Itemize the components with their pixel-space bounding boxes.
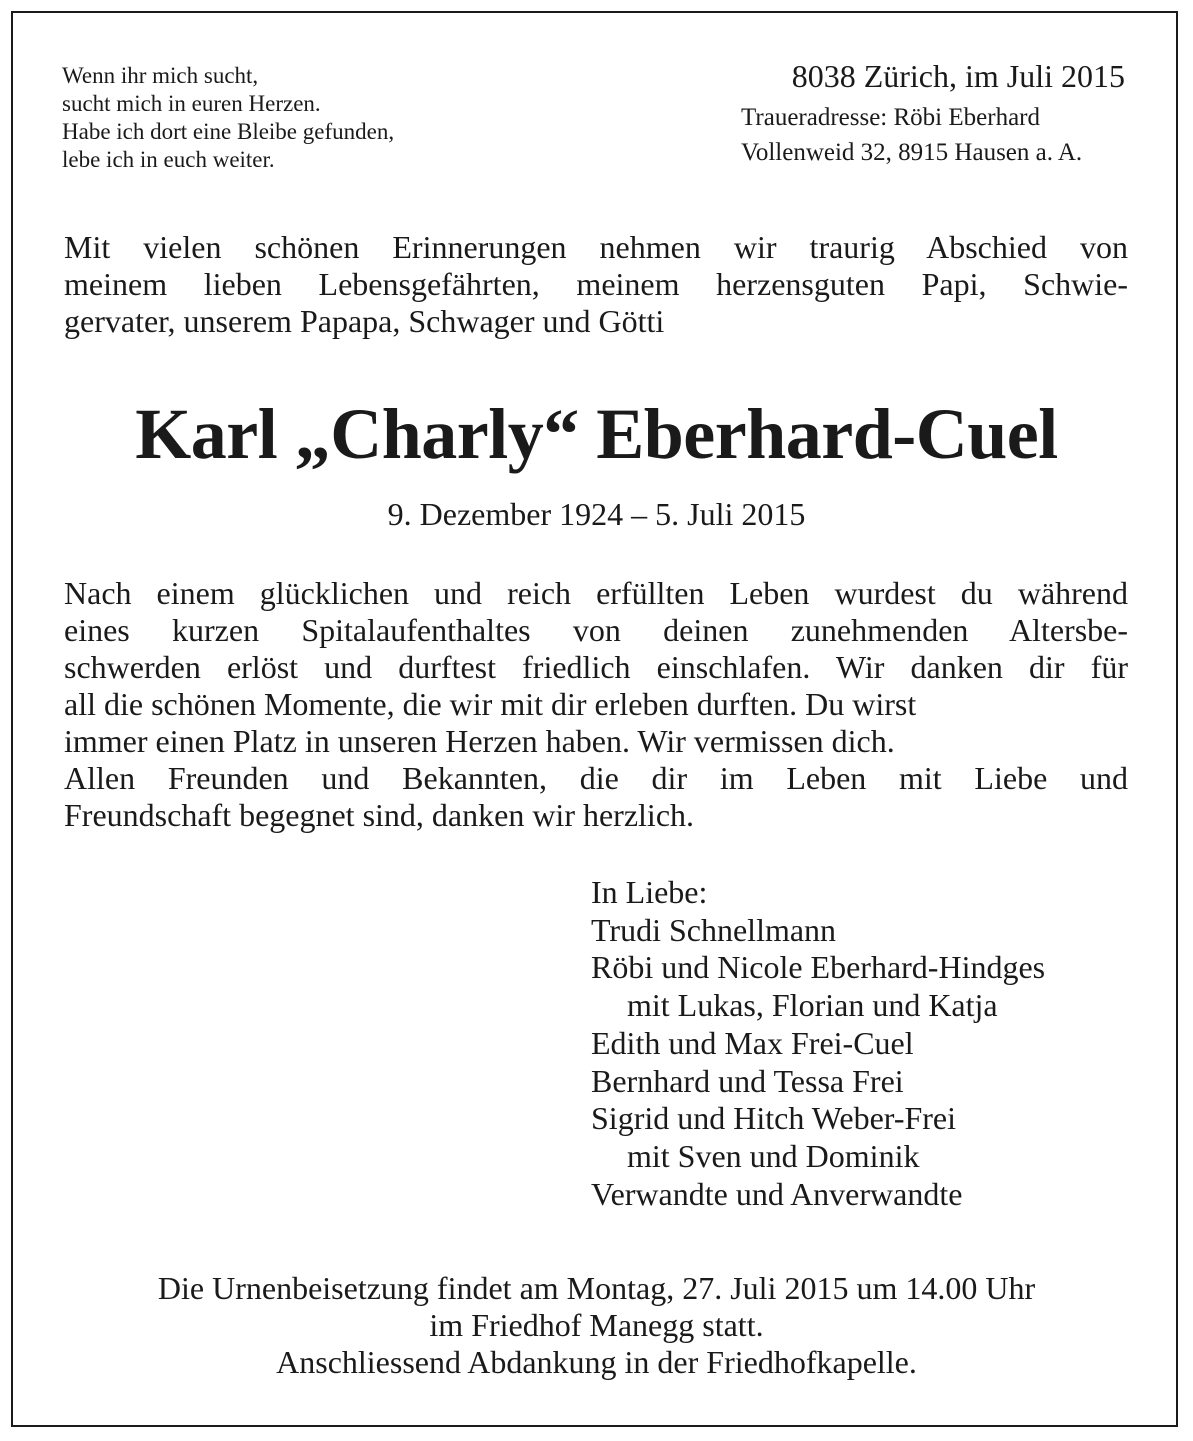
message-line: schwerden erlöst und durftest friedlich einschlafen. Wir danken dir für: [64, 649, 1128, 685]
intro-paragraph: [64, 229, 1128, 340]
message-line: Freundschaft begegnet sind, danken wir herzlich.: [64, 797, 695, 833]
signature-name: mit Lukas, Florian und Katja: [627, 987, 998, 1024]
poem-line: Habe ich dort eine Bleibe gefunden,: [62, 119, 395, 144]
funeral-info-line: Anschliessend Abdankung in der Friedhofkapelle.: [276, 1344, 917, 1380]
message-line: Nach einem glücklichen und reich erfüllten Leben wurdest du während: [64, 575, 1128, 611]
poem-line: lebe ich in euch weiter.: [62, 147, 275, 172]
message-line: immer einen Platz in unseren Herzen haben. Wir vermissen dich.: [64, 723, 895, 759]
address-line: Vollenweid 32, 8915 Hausen a. A.: [741, 139, 1083, 166]
intro-line: gervater, unserem Papapa, Schwager und Götti: [64, 303, 665, 339]
mourning-address: [741, 100, 1082, 170]
message-paragraph: [64, 575, 1128, 834]
funeral-info-line: im Friedhof Manegg statt.: [429, 1307, 764, 1343]
intro-line: Mit vielen schönen Erinnerungen nehmen wir traurig Abschied von: [64, 229, 1128, 265]
signature-name: Sigrid und Hitch Weber-Frei: [591, 1100, 957, 1137]
intro-line: meinem lieben Lebensgefährten, meinem herzensguten Papi, Schwie-: [64, 266, 1128, 302]
address-line: Traueradresse: Röbi Eberhard: [741, 104, 1040, 131]
signature-name: Trudi Schnellmann: [591, 911, 837, 948]
funeral-info: [0, 1270, 1193, 1381]
signature-name: Bernhard und Tessa Frei: [591, 1062, 904, 1099]
poem: [62, 62, 394, 174]
signatures: [591, 874, 1045, 1213]
signature-name: Verwandte und Anverwandte: [591, 1175, 963, 1212]
message-line: eines kurzen Spitalaufenthaltes von deinen zunehmenden Altersbe-: [64, 612, 1128, 648]
signatures-heading: In Liebe:: [591, 874, 708, 910]
signature-name: mit Sven und Dominik: [627, 1137, 920, 1174]
poem-line: sucht mich in euren Herzen.: [62, 91, 321, 116]
message-line: all die schönen Momente, die wir mit dir erleben durften. Du wirst: [64, 686, 917, 722]
signature-name: Röbi und Nicole Eberhard-Hindges: [591, 949, 1046, 986]
deceased-name: Karl „Charly“ Eberhard-Cuel: [135, 394, 1058, 474]
life-dates: 9. Dezember 1924 – 5. Juli 2015: [387, 496, 806, 532]
message-line: Allen Freunden und Bekannten, die dir im Leben mit Liebe und: [64, 760, 1128, 796]
poem-line: Wenn ihr mich sucht,: [62, 63, 259, 88]
place-date: 8038 Zürich, im Juli 2015: [791, 58, 1125, 94]
funeral-info-line: Die Urnenbeisetzung findet am Montag, 27. Juli 2015 um 14.00 Uhr: [157, 1270, 1036, 1306]
signature-name: Edith und Max Frei-Cuel: [591, 1024, 914, 1061]
